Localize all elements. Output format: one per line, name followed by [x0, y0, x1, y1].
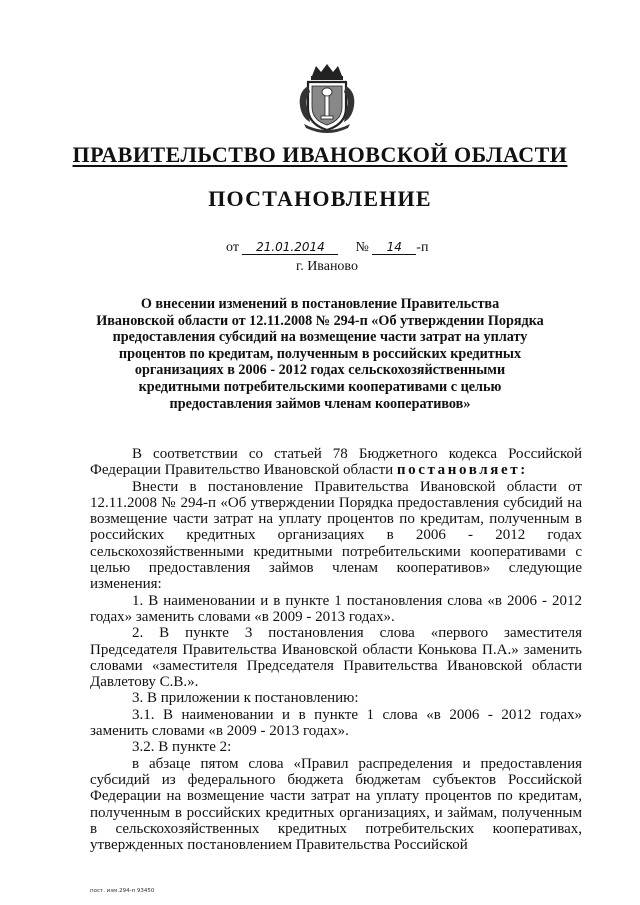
city-name: г. Иваново	[296, 259, 358, 274]
body-paragraph: 3.1. В наименовании и в пункте 1 слова «в 2006 - 2012 годах» заменить словами «в 2009 - 2013 годах».	[90, 706, 582, 740]
subject-line: О внесении изменений в постановление Правительства	[140, 296, 500, 312]
decree-subject	[80, 296, 560, 412]
decree-number: 14	[372, 241, 416, 255]
body-paragraph: 1. В наименовании и в пункте 1 постановления слова «в 2006 - 2012 годах» заменить словами «в 2009 - 2013 годах».	[90, 592, 582, 625]
decree-date: 21.01.2014	[242, 241, 338, 255]
subject-line: предоставления займов членам кооперативов»	[169, 395, 471, 412]
subject-line: организациях в 2006 - 2012 годах сельскохозяйственными	[134, 362, 506, 379]
body-paragraph: 3. В приложении к постановлению:	[132, 690, 359, 707]
subject-line: процентов по кредитам, полученным в российских кредитных	[118, 345, 522, 362]
body-paragraph: Внести в постановление Правительства Ивановской области от 12.11.2008 № 294-п «Об утверждении Порядка предоставления субсидий на возмещение части затрат на уплату процентов по кредитам, полученным в российских кредитных организациях в 2006 - 2012 годах сельскохозяйственными кредитными потребительскими кооперативами с целью предоставления займов членам кооперативов» следующие изменения:	[90, 478, 582, 593]
date-prefix: от	[226, 240, 239, 255]
body-paragraph: в абзаце пятом слова «Правил распределения и предоставления субсидий из федерального бюджета бюджетам субъектов Российской Федерации на возмещение части затрат на уплату процентов по кредитам, полученным в российских кредитных организациях, и займам, полученным в сельскохозяйственных кредитных потребительских кооперативах, утвержденных постановлением Правительства Российской	[90, 755, 582, 854]
document-type-title: ПОСТАНОВЛЕНИЕ	[208, 186, 432, 211]
body-paragraph: 3.2. В пункте 2:	[132, 739, 232, 756]
body-paragraph: 2. В пункте 3 постановления слова «первого заместителя Председателя Правительства Ивановской области Конькова П.А.» заменить словами «заместителя Председателя Правительства Ивановской области Давлетову С.В.».	[90, 625, 582, 691]
decree-keyword: постановляет:	[396, 462, 528, 479]
subject-line: предоставления субсидий на возмещение части затрат на уплату	[112, 329, 528, 346]
ivanovo-coat-of-arms-icon	[294, 62, 360, 134]
preamble-text: В соответствии со статьей 78 Бюджетного кодекса Российской Федерации Правительство Ивановской области	[90, 446, 582, 479]
body-paragraph	[90, 446, 582, 479]
number-suffix: -п	[416, 240, 429, 255]
document-code: пост. изм.294-п 93450	[90, 888, 155, 894]
decree-date-number-line	[226, 240, 428, 256]
government-title: ПРАВИТЕЛЬСТВО ИВАНОВСКОЙ ОБЛАСТИ	[72, 142, 568, 167]
number-prefix: №	[355, 240, 369, 255]
subject-line: кредитными потребительскими кооперативами с целью	[138, 378, 502, 395]
subject-line: Ивановской области от 12.11.2008 № 294-п «Об утверждении Порядка	[96, 312, 544, 329]
decree-body	[90, 446, 582, 853]
